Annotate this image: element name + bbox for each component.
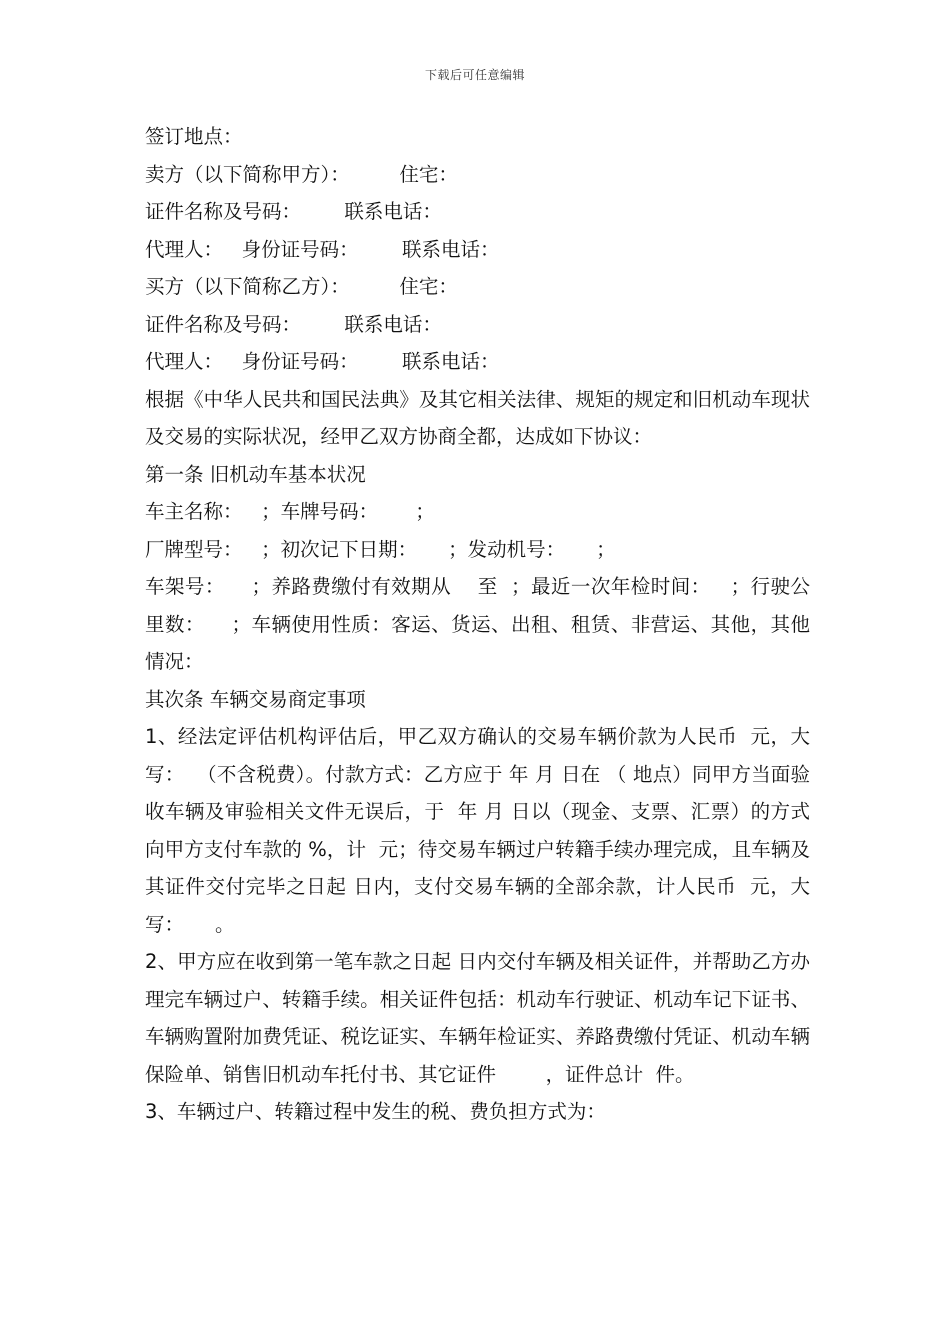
header-note: 下载后可任意编辑 [424, 68, 525, 82]
article-1-model-line: 厂牌型号： ；初次记下日期： ；发动机号： ； [145, 537, 616, 561]
seller-agent-line: 代理人： 身份证号码： 联系电话： [145, 237, 500, 261]
seller-id-line: 证件名称及号码： 联系电话： [145, 200, 442, 223]
article-2-item-3: 3、车辆过户、转籍过程中发生的税、费负担方式为： [145, 1100, 606, 1123]
seller-line: 卖方（以下简称甲方）： 住宅： [145, 162, 458, 186]
article-2-item-2: 2、甲方应在收到第一笔车款之日起 日内交付车辆及相关证件，并帮助乙方办理完车辆过户、转籍手续。相关证件包括：机动车行驶证、机动车记下证书、车辆购置附加费凭证、税讫证实、车辆年检证实、养路费缴付凭证、机动车辆保险单、销售旧机动车托付书、其它证件 ，证件总计 件。 [145, 950, 810, 1086]
article-1-details-paragraph: 车架号： ；养路费缴付有效期从 至 ；最近一次年检时间： ；行驶公里数： ；车辆使用性质：客运、货运、出租、租赁、非营运、其他，其他情况： [145, 575, 810, 673]
article-2-item-1: 1、经法定评估机构评估后，甲乙双方确认的交易车辆价款为人民币 元，大写： （不含税费）。付款方式：乙方应于 年 月 日在 （ 地点）同甲方当面验收车辆及审验相关文件无误后，于 年 月 日以（现金、支票、汇票）的方式向甲方支付车款的 %，计 元；待交易车辆过户转籍手续办理完成，且车辆及其证件交付完毕之日起 日内，支付交易车辆的全部余款，计人民币 元，大写： 。 [145, 725, 810, 936]
buyer-agent-line: 代理人： 身份证号码： 联系电话： [145, 350, 500, 373]
buyer-line: 买方（以下简称乙方）： 住宅： [145, 275, 458, 298]
contract-body [145, 118, 810, 1131]
article-1-owner-line: 车主名称： ；车牌号码： ； [145, 500, 435, 523]
intro-paragraph: 根据《中华人民共和国民法典》及其它相关法律、规矩的规定和旧机动车现状及交易的实际状况，经甲乙双方协商全都，达成如下协议： [145, 387, 810, 448]
article-2-title: 其次条 车辆交易商定事项 [145, 687, 366, 711]
signing-place-line: 签订地点： [145, 125, 243, 148]
buyer-id-line: 证件名称及号码： 联系电话： [145, 312, 442, 336]
article-1-title: 第一条 旧机动车基本状况 [145, 462, 366, 486]
